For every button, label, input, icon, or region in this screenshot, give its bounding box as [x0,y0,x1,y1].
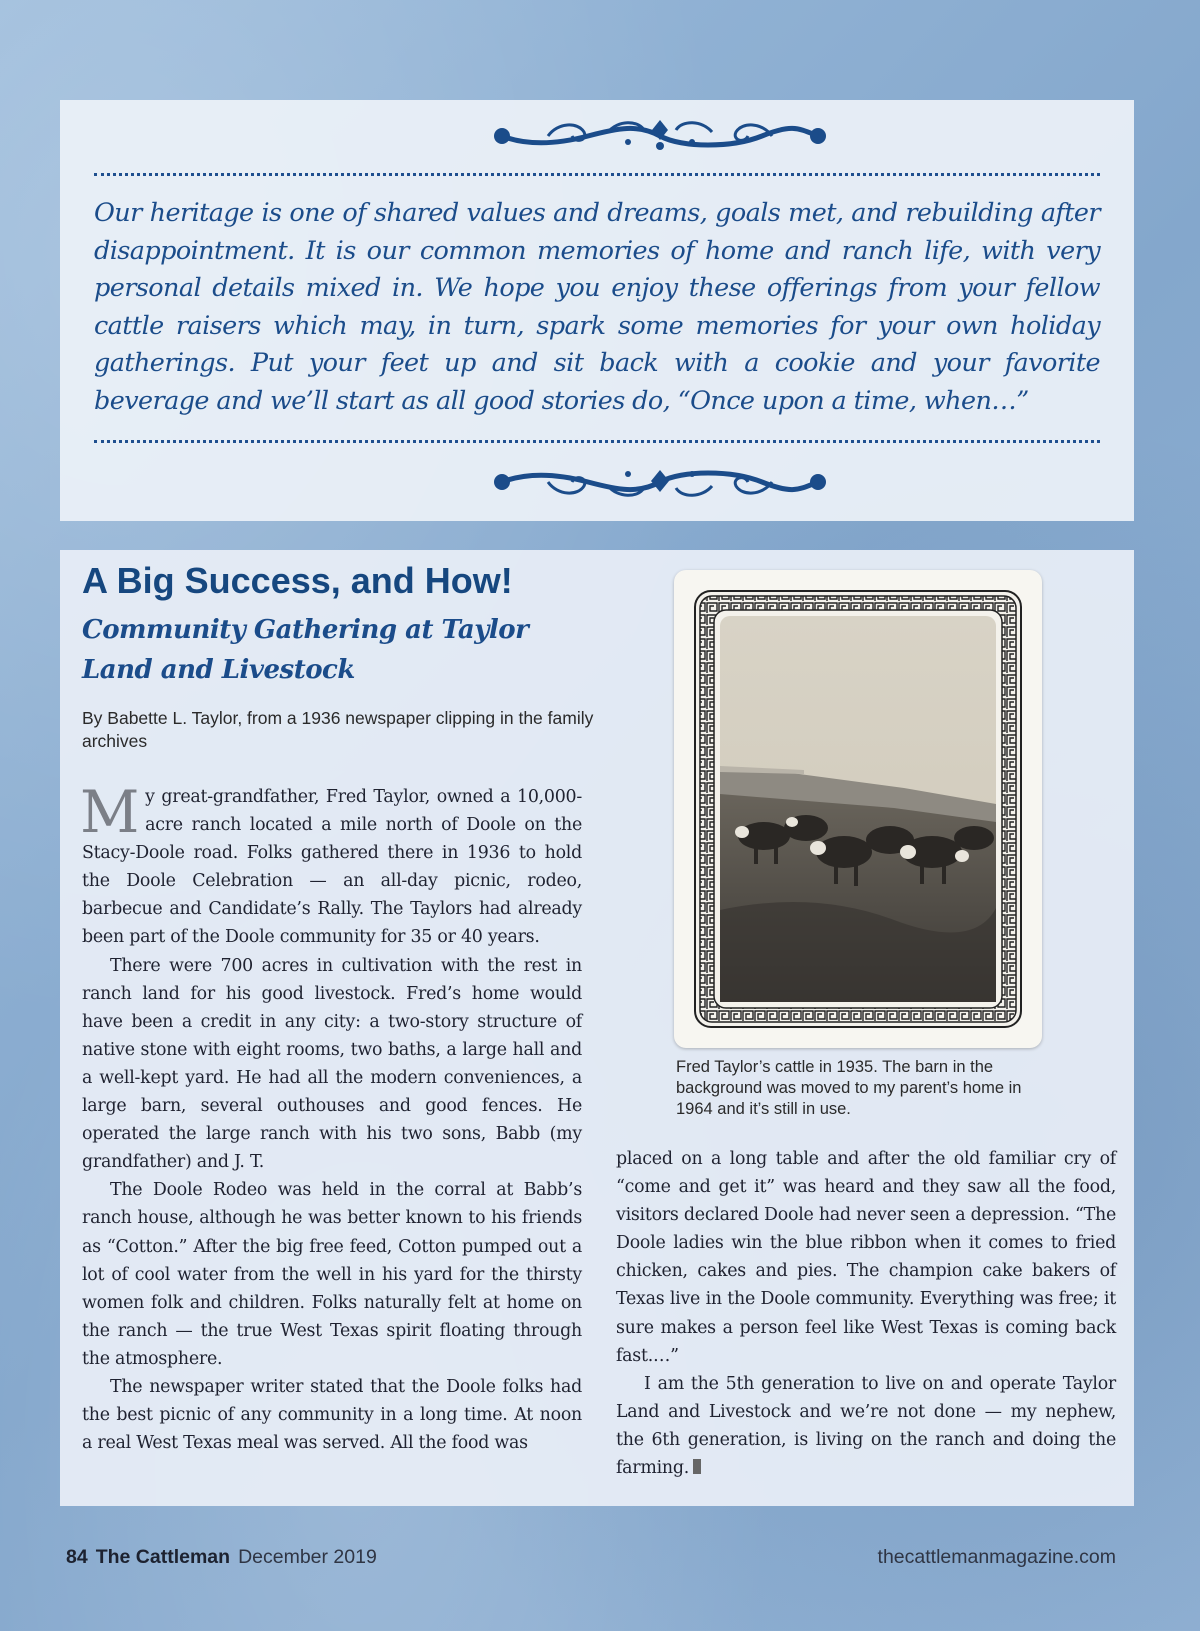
article-paragraph: My great-grandfather, Fred Taylor, owned a 10,000-acre ranch located a mile north of Doole on the Stacy-Doole road. Folks gathered there in 1936 to hold the Doole Celebration — an all-day picnic, rodeo, barbecue and Candidate’s Rally. The Taylors had already been part of the Doole community for 35 or 40 years. [80,778,582,948]
scroll-flourish-icon [488,464,832,500]
article-paragraph: I am the 5th generation to live on and operate Taylor Land and Livestock and we’re not done — my nephew, the 6th generation, is living on the ranch and doing the farming. [616,1373,1116,1479]
drop-cap: M [80,778,140,846]
magazine-name: The Cattleman [95,1546,231,1568]
article-paragraph: The newspaper writer stated that the Doole folks had the best picnic of any community in a long time. At noon a real West Texas meal was served. All the food was [82,1376,582,1454]
photo-card [674,570,1042,1048]
article-byline: By Babette L. Taylor, from a 1936 newspaper clipping in the family archives [82,708,594,751]
scroll-flourish-icon [488,118,832,154]
end-mark-icon [693,1459,701,1474]
article-subhead: Community Gathering at Taylor Land and Livestock [82,615,529,685]
article-paragraph: There were 700 acres in cultivation with the rest in ranch land for his good livestock. Fred’s home would have been a credit in any city: a two-story structure of native stone with eight rooms, two baths, a large hall and a well-kept yard. He had all the modern conveniences, a large barn, several outhouses and good fences. He operated the large ranch with his two sons, Babb (my grandfather) and J. T. [82,955,582,1173]
article-column-right [616,1145,1116,1482]
intro-quote-box [60,100,1134,521]
article-paragraph: The Doole Rodeo was held in the corral at Babb’s ranch house, although he was better known to his friends as “Cotton.” After the big free feed, Cotton pumped out a lot of cool water from the well in his yard for the thirsty women folk and children. Folks naturally felt at home on the ranch — the true West Texas spirit floating through the atmosphere. [82,1180,582,1369]
photo-caption: Fred Taylor’s cattle in 1935. The barn in the background was moved to my parent’s home in 1964 and it’s still in use. [676,1058,1022,1118]
article [60,550,1134,1506]
article-headline: A Big Success, and How! [82,560,513,601]
dotted-divider [94,440,1100,443]
website-url: thecattlemanmagazine.com [877,1546,1116,1568]
page-footer [66,1546,377,1569]
page-number: 84 [66,1546,88,1568]
article-paragraph: placed on a long table and after the old familiar cry of “come and get it” was heard and they saw all the food, visitors declared Doole had never seen a depression. “The Doole ladies win the blue ribbon when it comes to fried chicken, cakes and pies. The champion cake bakers of Texas live in the Doole community. Everything was free; it sure makes a person feel like West Texas is coming back fast.…” [616,1149,1116,1366]
cattle-photo-icon [694,590,1022,1028]
intro-quote-text: Our heritage is one of shared values and dreams, goals met, and rebuilding after disappointment. It is our common memories of home and ranch life, with very personal details mixed in. We hope you enjoy these offerings from your fellow cattle raisers which may, in turn, spark some memories for your own holiday gatherings. Put your feet up and sit back with a cookie and your favorite beverage and we’ll start as all good stories do, “Once upon a time, when…” [94,198,1100,416]
article-column-left [80,778,582,1457]
issue-date: December 2019 [238,1546,377,1568]
dotted-divider [94,173,1100,176]
